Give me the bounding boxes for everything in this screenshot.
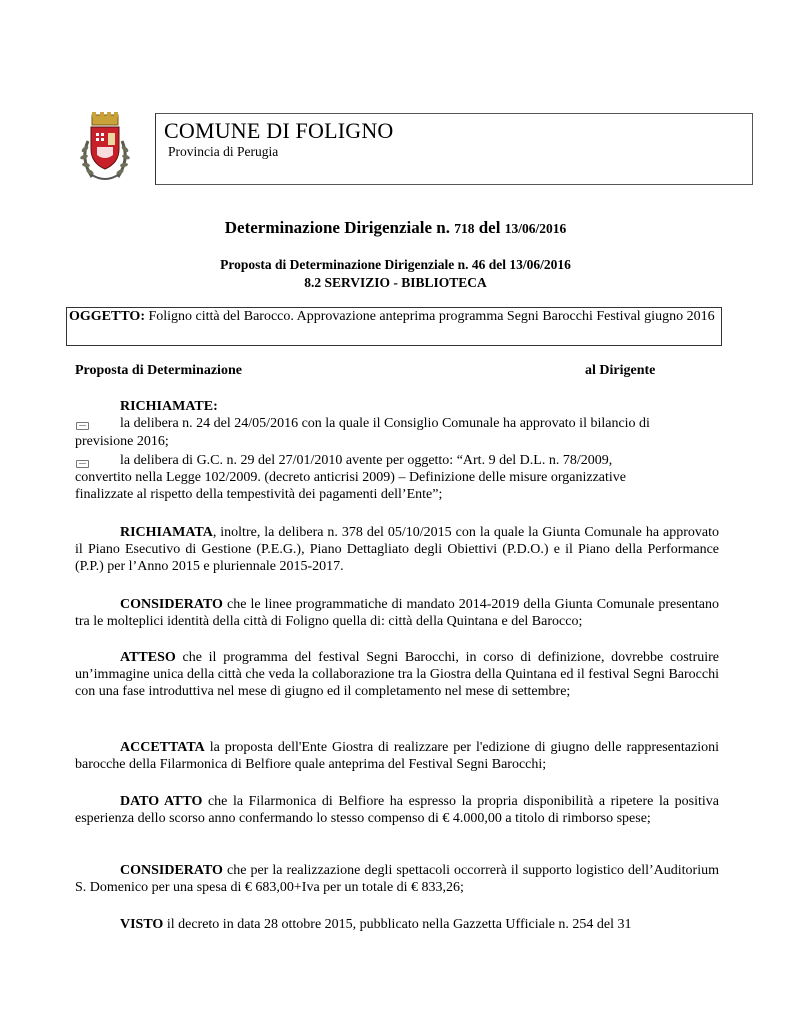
paragraph-accettata <box>75 739 719 773</box>
paragraph-lead: CONSIDERATO <box>120 863 223 878</box>
recalled-item-1-line-1: la delibera n. 24 del 24/05/2016 con la quale il Consiglio Comunale ha approvato il bilancio di <box>120 416 650 431</box>
service-line: 8.2 SERVIZIO - BIBLIOTECA <box>304 275 487 290</box>
paragraph-text: la proposta dell'Ente Giostra di realizzare per l'edizione di giugno delle rappresentazioni barocche della Filarmonica di Belfiore quale anteprima del Festival Segni Barocchi; <box>75 740 719 772</box>
municipality-title: COMUNE DI FOLIGNO <box>164 118 394 143</box>
paragraph-lead: DATO ATTO <box>120 794 203 809</box>
paragraph-text: che la Filarmonica di Belfiore ha espresso la propria disponibilità a ripetere la positiva esperienza dello scorso anno confermando lo stesso compenso di € 4.000,00 a titolo di rimborso spese; <box>75 794 719 826</box>
paragraph-lead: RICHIAMATA <box>120 525 213 540</box>
recalled-item-2-line-1: la delibera di G.C. n. 29 del 27/01/2010 avente per oggetto: “Art. 9 del D.L. n. 78/2009, <box>120 453 613 468</box>
paragraph-text: che per la realizzazione degli spettacoli occorrerà il supporto logistico dell’Auditorium S. Domenico per una spesa di € 683,00+Iva per un totale di € 833,26; <box>75 863 719 895</box>
paragraph-text: , inoltre, la delibera n. 378 del 05/10/2015 con la quale la Giunta Comunale ha approvato il Piano Esecutivo di Gestione (P.E.G.), Piano Dettagliato degli Obiettivi (P.D.O.) e il Piano della Performance (P.P.) per l’Anno 2015 e pluriennale 2015-2017. <box>75 525 719 574</box>
coat-of-arms-logo <box>78 111 132 185</box>
determination-del: del <box>478 218 501 237</box>
paragraph-richiamata <box>75 524 719 575</box>
proposal-heading: Proposta di Determinazione <box>75 363 242 378</box>
paragraph-text: che le linee programmatiche di mandato 2014-2019 della Giunta Comunale presentano tra le molteplici identità della città di Foligno quella di: città della Quintana e del Barocco; <box>75 597 719 629</box>
paragraph-dato-atto <box>75 793 719 827</box>
province-subtitle: Provincia di Perugia <box>168 144 279 159</box>
bullet-icon <box>76 460 89 468</box>
recalled-item-2-line-3: finalizzate al rispetto della tempestività dei pagamenti dell’Ente”; <box>75 487 443 502</box>
paragraph-considerato-2 <box>75 862 719 896</box>
paragraph-text: che il programma del festival Segni Barocchi, in corso di definizione, dovrebbe costruire un’immagine unica della città che veda la collaborazione tra la Giostra della Quintana ed il festival Segni Barocchi con una fase introduttiva nel mese di giugno ed il completamento nel mese di settembre; <box>75 650 719 699</box>
bullet-icon <box>76 422 89 430</box>
paragraph-lead: ATTESO <box>120 650 176 665</box>
proposal-line: Proposta di Determinazione Dirigenziale n. 46 del 13/06/2016 <box>220 257 571 272</box>
paragraph-lead: ACCETTATA <box>120 740 205 755</box>
recalled-item-2-line-2: convertito nella Legge 102/2009. (decreto anticrisi 2009) – Definizione delle misure organizzative <box>75 470 626 485</box>
determination-date: 13/06/2016 <box>504 221 567 236</box>
paragraph-atteso <box>75 649 719 700</box>
header-box <box>155 113 753 185</box>
paragraph-visto <box>75 916 719 933</box>
paragraph-considerato-1 <box>75 596 719 630</box>
recalled-heading: RICHIAMATE: <box>120 399 218 414</box>
determination-title <box>0 218 791 238</box>
subject-label: OGGETTO: <box>69 309 145 324</box>
paragraph-text: il decreto in data 28 ottobre 2015, pubblicato nella Gazzetta Ufficiale n. 254 del 31 <box>163 917 632 932</box>
determination-number: 718 <box>454 221 475 236</box>
recipient-heading: al Dirigente <box>585 363 656 378</box>
subject-text: Foligno città del Barocco. Approvazione anteprima programma Segni Barocchi Festival giugno 2016 <box>144 309 715 324</box>
paragraph-lead: VISTO <box>120 917 164 932</box>
paragraph-lead: CONSIDERATO <box>120 597 223 612</box>
recalled-item-1-line-2: previsione 2016; <box>75 434 169 449</box>
determination-label: Determinazione Dirigenziale n. <box>224 218 450 237</box>
subject-box <box>66 307 722 346</box>
